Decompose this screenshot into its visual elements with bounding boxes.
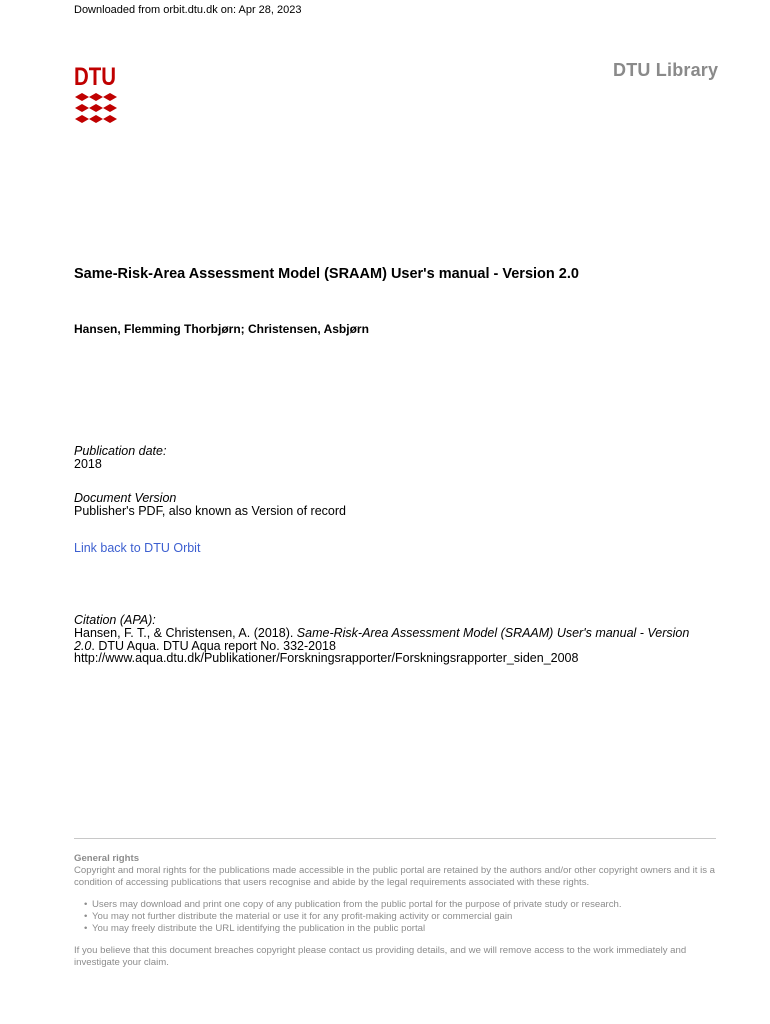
document-version-label: Document Version	[74, 491, 177, 505]
rights-bullet: • You may freely distribute the URL identifying the publication in the public portal	[92, 923, 724, 935]
publication-date-value: 2018	[74, 457, 102, 471]
document-version	[74, 492, 734, 518]
citation-authors-year: Hansen, F. T., & Christensen, A. (2018).	[74, 626, 297, 640]
general-rights-closing: If you believe that this document breaches copyright please contact us providing details, and we will remove access to the work immediately and investigate your claim.	[74, 945, 687, 968]
citation-label: Citation (APA):	[74, 613, 156, 627]
citation	[74, 614, 734, 665]
general-rights	[74, 853, 724, 969]
rights-bullet: • Users may download and print one copy of any publication from the public portal for the purpose of private study or research.	[92, 899, 724, 911]
document-title: Same-Risk-Area Assessment Model (SRAAM) User's manual - Version 2.0	[74, 266, 579, 282]
dtu-logo-text: DTU	[74, 63, 116, 91]
citation-publisher: . DTU Aqua. DTU Aqua report No. 332-2018	[91, 638, 336, 653]
publication-date-label: Publication date:	[74, 444, 167, 458]
download-note: Downloaded from orbit.dtu.dk on: Apr 28, 2023	[74, 4, 302, 16]
dtu-logo-diamonds	[75, 93, 117, 123]
general-rights-intro: Copyright and moral rights for the publications made accessible in the public portal are retained by the authors and/or other copyright owners and it is a condition of accessing publications that users recognise and abide by the legal requirements associated with these rights.	[74, 865, 716, 888]
citation-url: http://www.aqua.dtu.dk/Publikationer/Forskningsrapporter/Forskningsrapporter_siden_2008	[74, 651, 579, 665]
citation-title-part1: Same-Risk-Area Assessment Model (SRAAM) User's manual - Version	[296, 626, 690, 640]
link-back-to-orbit[interactable]: Link back to DTU Orbit	[74, 541, 201, 555]
dtu-logo	[74, 64, 118, 126]
rights-list	[74, 899, 724, 935]
authors: Hansen, Flemming Thorbjørn; Christensen, Asbjørn	[74, 322, 369, 336]
general-rights-title: General rights	[74, 853, 140, 864]
divider	[74, 838, 716, 839]
citation-title-part2: 2.0	[74, 638, 92, 653]
publication-date	[74, 445, 734, 471]
document-version-value: Publisher's PDF, also known as Version of record	[74, 504, 346, 518]
dtu-library-wordmark: DTU Library	[613, 60, 719, 80]
rights-bullet: • You may not further distribute the material or use it for any profit-making activity or commercial gain	[92, 911, 724, 923]
